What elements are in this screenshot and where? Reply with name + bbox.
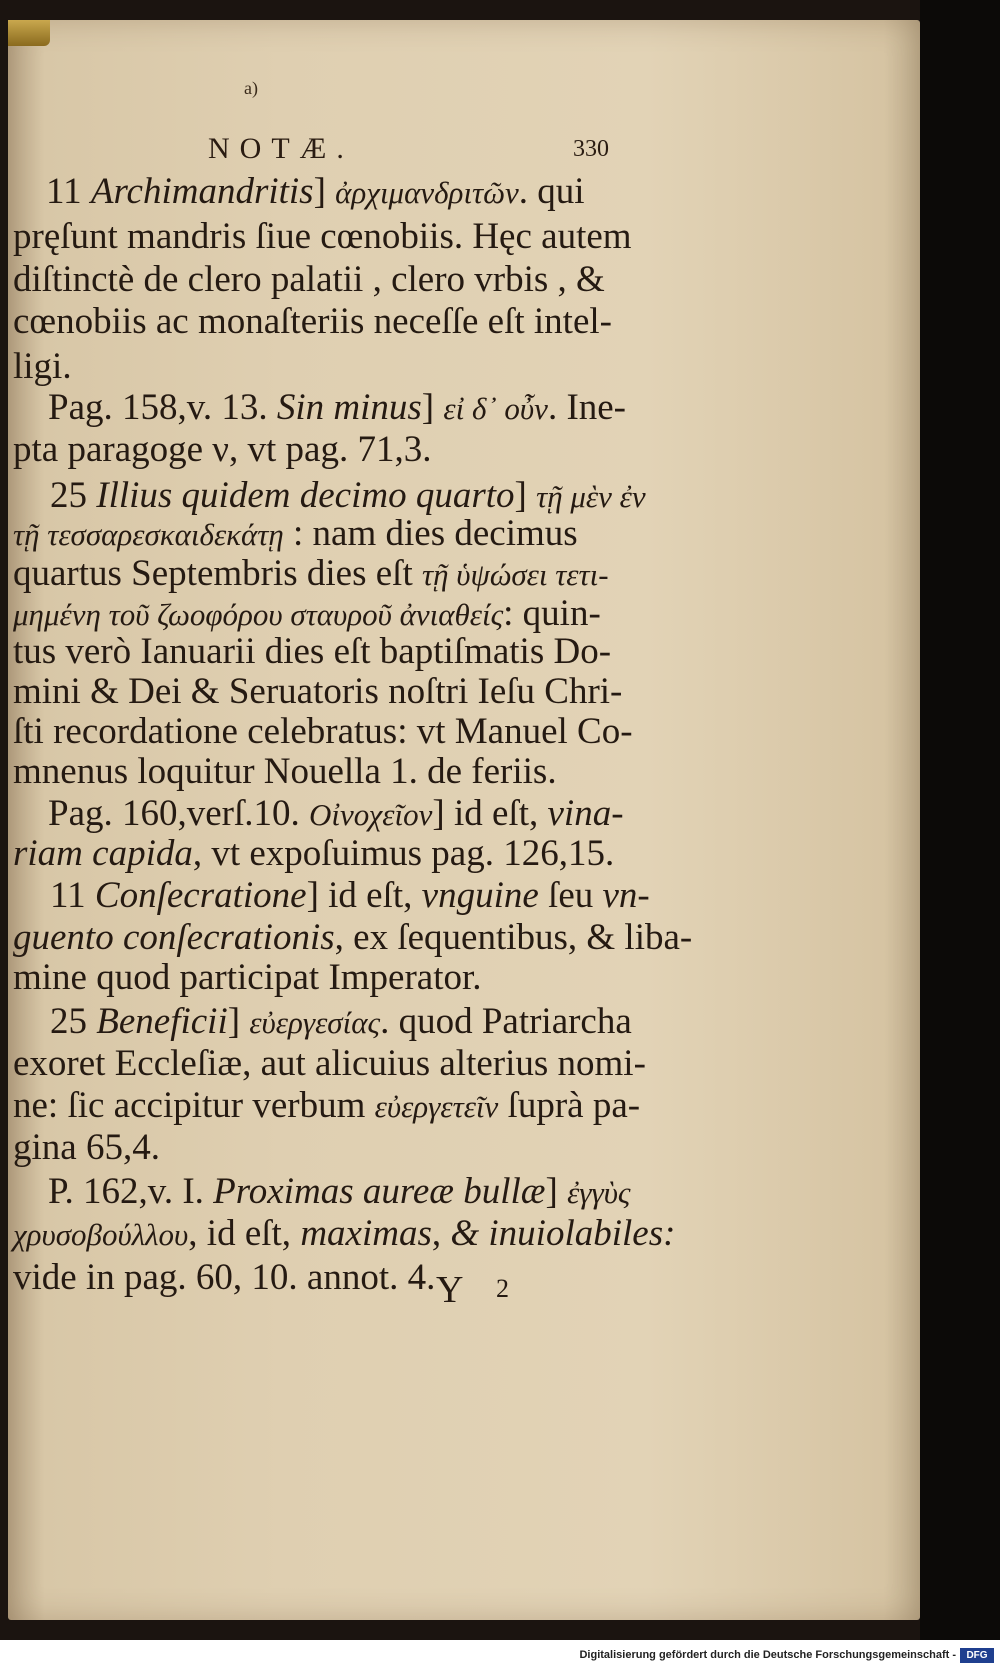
italic-text: guento conſecrationis xyxy=(13,917,335,958)
line-text: ne: ſic accipitur verbum xyxy=(13,1085,375,1126)
line-text: ] xyxy=(313,171,336,212)
line-text: : quin- xyxy=(503,593,601,634)
scan-dark-margin xyxy=(920,0,1000,1640)
text-line xyxy=(48,386,626,430)
line-text: pta paragoge ν, vt pag. 71,3. xyxy=(13,429,432,470)
text-line xyxy=(13,1042,646,1086)
line-text: ] xyxy=(421,387,444,428)
signature-mark xyxy=(8,1268,928,1312)
line-text: vide in pag. 60, 10. annot. 4. xyxy=(13,1257,436,1298)
text-line xyxy=(13,630,611,674)
line-text: 25 xyxy=(50,1001,97,1042)
line-text: , xyxy=(431,1213,451,1254)
text-line xyxy=(13,258,605,302)
italic-text: Illius quidem decimo quarto xyxy=(96,475,515,516)
line-text: 11 xyxy=(46,171,91,212)
digitization-footer xyxy=(0,1644,1000,1670)
text-line xyxy=(13,956,482,1000)
line-text: . Ine- xyxy=(547,387,627,428)
text-line xyxy=(50,1000,632,1044)
text-line xyxy=(46,170,585,214)
line-text: gina 65,4. xyxy=(13,1127,160,1168)
italic-text: vnguine xyxy=(421,875,539,916)
greek-text: Οἰνοχεῖον xyxy=(309,797,433,832)
italic-text: Archimandritis xyxy=(90,171,314,212)
greek-text: ἀρχιμανδριτῶν xyxy=(335,175,519,210)
line-text: ] xyxy=(227,1001,250,1042)
dfg-logo: DFG xyxy=(960,1648,994,1663)
text-line xyxy=(13,512,578,556)
line-text: ] xyxy=(545,1171,568,1212)
line-text: quartus Septembris dies eſt xyxy=(13,553,422,594)
greek-text: τῇ τεσσαρεσκαιδεκάτῃ xyxy=(13,517,284,552)
greek-text: τῇ μὲν ἐν xyxy=(536,479,646,514)
text-line xyxy=(13,428,431,472)
line-text: 11 xyxy=(50,875,95,916)
signature-letter: Y xyxy=(436,1269,464,1311)
line-text: mini & Dei & Seruatoris noſtri Ieſu Chri- xyxy=(13,671,623,712)
italic-text: & inuiolabiles: xyxy=(450,1213,676,1254)
italic-text: maximas xyxy=(300,1213,432,1254)
text-line xyxy=(13,552,609,596)
line-text: pręſunt mandris ſiue cœnobiis. Hęc autem xyxy=(13,216,632,257)
text-line xyxy=(13,710,633,754)
line-text: mine quod participat Imperator. xyxy=(13,957,482,998)
text-line xyxy=(13,1126,160,1170)
line-text: ] id eſt, xyxy=(306,875,422,916)
line-text: Pag. 160,verſ.10. xyxy=(48,793,310,834)
italic-text: riam capida xyxy=(13,833,193,874)
italic-text: vn- xyxy=(602,875,650,916)
greek-text: εὐεργετεῖν xyxy=(374,1089,499,1124)
italic-text: vina- xyxy=(547,793,624,834)
page-mark: a) xyxy=(244,78,258,98)
text-line xyxy=(13,1212,675,1256)
line-text: ligi. xyxy=(13,346,72,387)
italic-text: Beneficii xyxy=(96,1001,228,1042)
line-text: exoret Eccleſiæ, aut alicuius alterius nomi- xyxy=(13,1043,646,1084)
greek-text: ἐγγὺς xyxy=(567,1175,631,1210)
line-text: ſeu xyxy=(538,875,603,916)
line-text: . qui xyxy=(518,171,585,212)
text-line xyxy=(13,832,614,876)
line-text: tus verò Ianuarii dies eſt baptiſmatis Do- xyxy=(13,631,612,672)
italic-text: Proximas aureæ bullæ xyxy=(213,1171,546,1212)
line-text: ] id eſt, xyxy=(432,793,548,834)
line-text: mnenus loquitur Nouella 1. de feriis. xyxy=(13,751,557,792)
greek-text: εἰ δ᾽ οὖν xyxy=(443,391,548,426)
text-line xyxy=(13,300,612,344)
signature-number: 2 xyxy=(496,1274,509,1303)
line-text: , ex ſequentibus, & liba- xyxy=(334,917,693,958)
page-clip xyxy=(8,20,50,46)
line-text: 25 xyxy=(50,475,97,516)
line-text: P. 162,v. I. xyxy=(48,1171,214,1212)
greek-text: μημένη τοῦ ζωοφόρου σταυροῦ ἀνιαθείς xyxy=(13,597,504,632)
line-text: ſti recordatione celebratus: vt Manuel Co- xyxy=(13,711,633,752)
line-text: ſuprà pa- xyxy=(498,1085,641,1126)
line-text: , vt expoſuimus pag. 126,15. xyxy=(192,833,615,874)
line-text: : nam dies decimus xyxy=(283,513,578,554)
text-line xyxy=(13,1084,640,1128)
text-line xyxy=(48,792,624,836)
text-line xyxy=(13,916,692,960)
italic-text: Sin minus xyxy=(276,387,422,428)
text-line xyxy=(13,670,622,714)
line-text: ] xyxy=(514,475,537,516)
line-text: . quod Patriarcha xyxy=(380,1001,632,1042)
footer-credit: Digitalisierung gefördert durch die Deutsche Forschungsgemeinschaft - xyxy=(579,1649,956,1661)
running-header xyxy=(8,132,928,172)
book-page xyxy=(8,20,920,1620)
line-text: Pag. 158,v. 13. xyxy=(48,387,277,428)
line-text: , id eſt, xyxy=(188,1213,301,1254)
text-line xyxy=(13,215,632,259)
text-line xyxy=(48,1170,631,1214)
greek-text: τῇ ὑψώσει τετι- xyxy=(422,557,609,592)
greek-text: εὐεργεσίας xyxy=(249,1005,381,1040)
italic-text: Conſecratione xyxy=(94,875,307,916)
text-line xyxy=(13,750,557,794)
text-line xyxy=(13,345,72,389)
greek-text: χρυσοβούλλου xyxy=(13,1217,189,1252)
text-line xyxy=(50,874,650,918)
line-text: diſtinctè de clero palatii , clero vrbis , & xyxy=(13,259,605,300)
header-title: NOTÆ. xyxy=(208,132,354,165)
line-text: cœnobiis ac monaſteriis neceſſe eſt intel- xyxy=(13,301,612,342)
page-number: 330 xyxy=(573,136,609,162)
